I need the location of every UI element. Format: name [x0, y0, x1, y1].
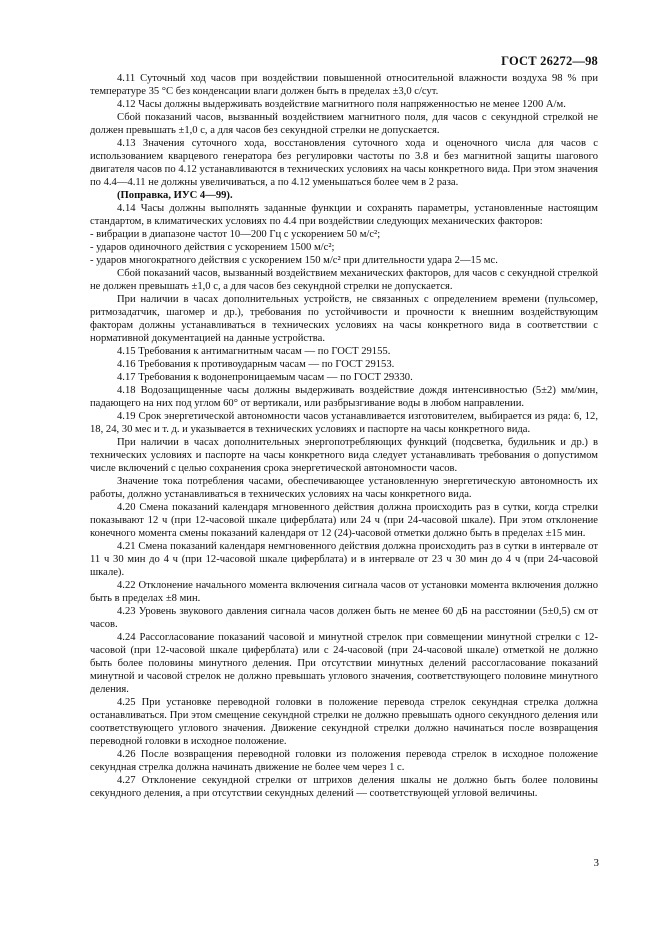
paragraph-4-13: 4.13 Значения суточного хода, восстановления суточного хода и оценочного числа для часов с использованием кварцевого генератора без регулировки частоты по 3.8 и без магнитной защиты шагового двигателя часов по 4.12 устанавливаются в технических условиях на часы конкретного вида. При этом значения по 4.4—4.11 не должны увеличиваться, а по 4.12 уменьшаться более чем в 2 раза. [90, 138, 598, 188]
paragraph-4-23: 4.23 Уровень звукового давления сигнала часов должен быть не менее 60 дБ на расстоянии (5±0,5) см от часов. [90, 606, 598, 630]
paragraph-4-26: 4.26 После возвращения переводной головки из положения перевода стрелок в исходное положение секундная стрелка должна начинать движение не более чем через 1 с. [90, 749, 598, 773]
page-number: 3 [593, 857, 599, 869]
document-body [90, 72, 598, 800]
list-item-single-shock: - ударов одиночного действия с ускорением 1500 м/с²; [90, 242, 335, 253]
amendment-note: (Поправка, ИУС 4—99). [117, 190, 233, 201]
standard-id-header: ГОСТ 26272—98 [501, 54, 598, 68]
paragraph-4-15: 4.15 Требования к антимагнитным часам — по ГОСТ 29155. [117, 346, 391, 357]
paragraph-4-19-current: Значение тока потребления часами, обеспечивающее установленную энергетическую автономность их работы, должно устанавливаться в технических условиях на часы конкретного вида. [90, 476, 598, 500]
paragraph-4-14: 4.14 Часы должны выполнять заданные функции и сохранять параметры, установленные настоящим стандартом, в климатических условиях по 4.4 при воздействии следующих механических факторов: [90, 203, 598, 227]
paragraph-4-25: 4.25 При установке переводной головки в положение перевода стрелок секундная стрелка должна останавливаться. При этом смещение секундной стрелки не должно превышать одного секундного деления или соответствующего углового значения. Движение секундной стрелки должно начинаться после возвращения переводной головки в исходное положение. [90, 697, 598, 747]
paragraph-4-20: 4.20 Смена показаний календаря мгновенного действия должна происходить раз в сутки, когда стрелки показывают 12 ч (при 12-часовой шкале циферблата) или 24 ч (при 24-часовой шкале). При этом отклонение конечного момента смены показаний календаря от 12 (24)-часовой отметки должно быть в пределах ±15 мин. [90, 502, 598, 539]
paragraph-4-16: 4.16 Требования к противоударным часам — по ГОСТ 29153. [117, 359, 395, 370]
paragraph-4-14-failure: Сбой показаний часов, вызванный воздействием механических факторов, для часов с секундной стрелкой не должен превышать ±1,0 с, а для часов без секундной стрелки не допускается. [90, 268, 598, 292]
paragraph-4-17: 4.17 Требования к водонепроницаемым часам — по ГОСТ 29330. [117, 372, 413, 383]
paragraph-4-27: 4.27 Отклонение секундной стрелки от штрихов деления шкалы не должно быть более половины секундного деления, а при отсутствии секундных делений — соответствующей угловой величины. [90, 775, 598, 799]
list-item-vibration: - вибрации в диапазоне частот 10—200 Гц с ускорением 50 м/с²; [90, 229, 381, 240]
paragraph-4-19-extra-functions: При наличии в часах дополнительных энергопотребляющих функций (подсветка, будильник и др.) в технических условиях и паспорте на часы конкретного вида следует устанавливать требования о допустимом числе включений с целью сохранения срока энергетической автономности часов. [90, 437, 598, 474]
list-item-multiple-shock: - ударов многократного действия с ускорением 150 м/с² при длительности удара 2—15 мс. [90, 255, 498, 266]
paragraph-4-12: 4.12 Часы должны выдерживать воздействие магнитного поля напряженностью не менее 1200 А/м. [117, 99, 566, 110]
paragraph-4-11: 4.11 Суточный ход часов при воздействии повышенной относительной влажности воздуха 98 % при температуре 35 °С без конденсации влаги должен быть в пределах ±3,0 с/сут. [90, 73, 598, 97]
paragraph-4-18: 4.18 Водозащищенные часы должны выдерживать воздействие дождя интенсивностью (5±2) мм/мин, падающего на них под углом 60° от вертикали, или разбрызгивание воды в любом направлении. [90, 385, 598, 409]
paragraph-4-14-extra-devices: При наличии в часах дополнительных устройств, не связанных с определением времени (пульсомер, ритмозадатчик, шагомер и др.), требования по устойчивости и прочности к внешним воздействующим факторам должны устанавливаться в технических условиях на часы конкретного вида в соответствии с нормативной документацией на данные устройства. [90, 294, 598, 344]
paragraph-4-12-note: Сбой показаний часов, вызванный воздействием магнитного поля, для часов с секундной стрелкой не должен превышать ±1,0 с, а для часов без секундной стрелки не допускается. [90, 112, 598, 136]
paragraph-4-24: 4.24 Рассогласование показаний часовой и минутной стрелок при совмещении минутной стрелки с 12-часовой (при 12-часовой шкале циферблата) или с 24-часовой (при 24-часовой шкале) отметкой не должно быть более половины минутного деления. При отсутствии минутных делений рассогласование показаний минутной и часовой стрелок не должно превышать углового значения, соответствующего половине минутного деления. [90, 632, 598, 695]
paragraph-4-19: 4.19 Срок энергетической автономности часов устанавливается изготовителем, выбирается из ряда: 6, 12, 18, 24, 30 мес и т. д. и указывается в технических условиях и паспорте на часы конкретного вида. [90, 411, 598, 435]
paragraph-4-21: 4.21 Смена показаний календаря немгновенного действия должна происходить раз в сутки в интервале от 11 ч 30 мин до 4 ч (при 12-часовой шкале циферблата) и в интервале от 23 ч 30 мин до 4 ч (при 24-часовой шкале). [90, 541, 598, 578]
paragraph-4-22: 4.22 Отклонение начального момента включения сигнала часов от установки момента включения должно быть в пределах ±8 мин. [90, 580, 598, 604]
